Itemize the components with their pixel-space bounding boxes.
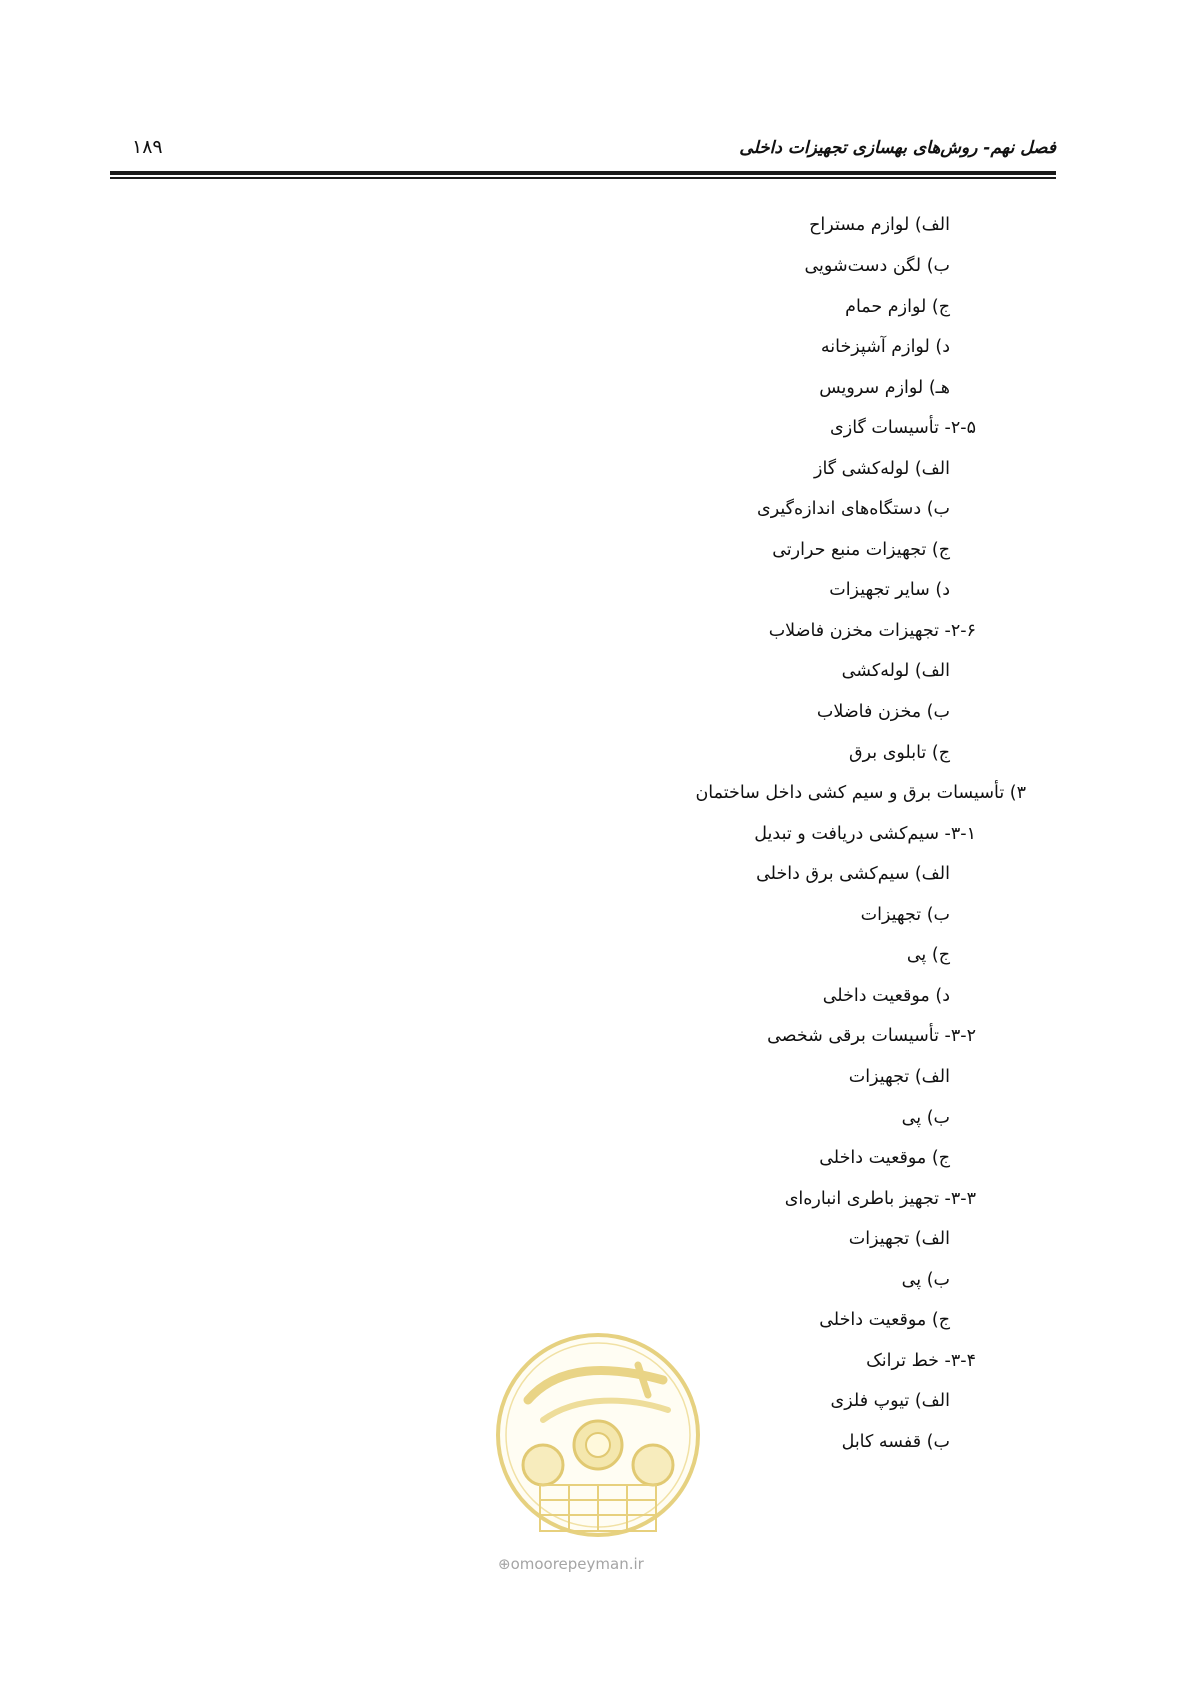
outline-item: ب) دستگاه‌های اندازه‌گیری — [757, 499, 950, 519]
outline-heading: ۲-۵- تأسیسات گازی — [830, 418, 976, 438]
outline-item: الف) تیوپ فلزی — [830, 1391, 950, 1411]
outline-item: ج) تجهیزات منبع حرارتی — [772, 540, 950, 560]
outline-item: ب) پی — [901, 1108, 950, 1128]
outline-item: ج) موقعیت داخلی — [819, 1148, 950, 1168]
page-number: ۱۸۹ — [132, 136, 163, 158]
outline-item: الف) تجهیزات — [848, 1067, 950, 1087]
outline-item: ب) تجهیزات — [860, 905, 950, 925]
outline-item: الف) لوله‌کشی گاز — [814, 459, 950, 479]
watermark-url-text: omoorepeyman.ir — [510, 1555, 644, 1573]
outline-item: د) لوازم آشپزخانه — [820, 337, 950, 357]
outline-heading: ۳-۴- خط ترانک — [866, 1351, 976, 1371]
outline-item: د) موقعیت داخلی — [822, 986, 950, 1006]
watermark-logo — [488, 1325, 708, 1565]
outline-item: ب) لگن دست‌شویی — [804, 256, 950, 276]
outline-item: الف) سیم‌کشی برق داخلی — [756, 864, 950, 884]
outline-item: الف) لوازم مستراح — [809, 215, 950, 235]
outline-item: ج) لوازم حمام — [845, 297, 950, 317]
outline-item: ب) قفسه کابل — [841, 1432, 950, 1452]
outline-heading: ۳-۳- تجهیز باطری انباره‌ای — [784, 1189, 976, 1209]
outline-item: ج) موقعیت داخلی — [819, 1310, 950, 1330]
chapter-title: فصل نهم- روش‌های بهسازی تجهیزات داخلی — [739, 138, 1056, 158]
globe-icon: ⊕ — [498, 1555, 511, 1573]
outline-item: هـ) لوازم سرویس — [819, 378, 950, 398]
outline-heading: ۲-۶- تجهیزات مخزن فاضلاب — [768, 621, 976, 641]
outline-item: د) سایر تجهیزات — [829, 580, 950, 600]
outline-item: الف) لوله‌کشی — [841, 661, 950, 681]
outline-heading: ۳-۲- تأسیسات برقی شخصی — [767, 1026, 976, 1046]
outline-item: ب) مخزن فاضلاب — [816, 702, 950, 722]
outline-item: ج) پی — [906, 945, 950, 965]
outline-section: ۳) تأسیسات برق و سیم کشی داخل ساختمان — [695, 783, 1026, 803]
watermark-url — [498, 1555, 644, 1573]
outline-item: ب) پی — [901, 1270, 950, 1290]
outline-item: ج) تابلوی برق — [849, 743, 950, 763]
outline-heading: ۳-۱- سیم‌کشی دریافت و تبدیل — [754, 824, 976, 844]
outline-item: الف) تجهیزات — [848, 1229, 950, 1249]
